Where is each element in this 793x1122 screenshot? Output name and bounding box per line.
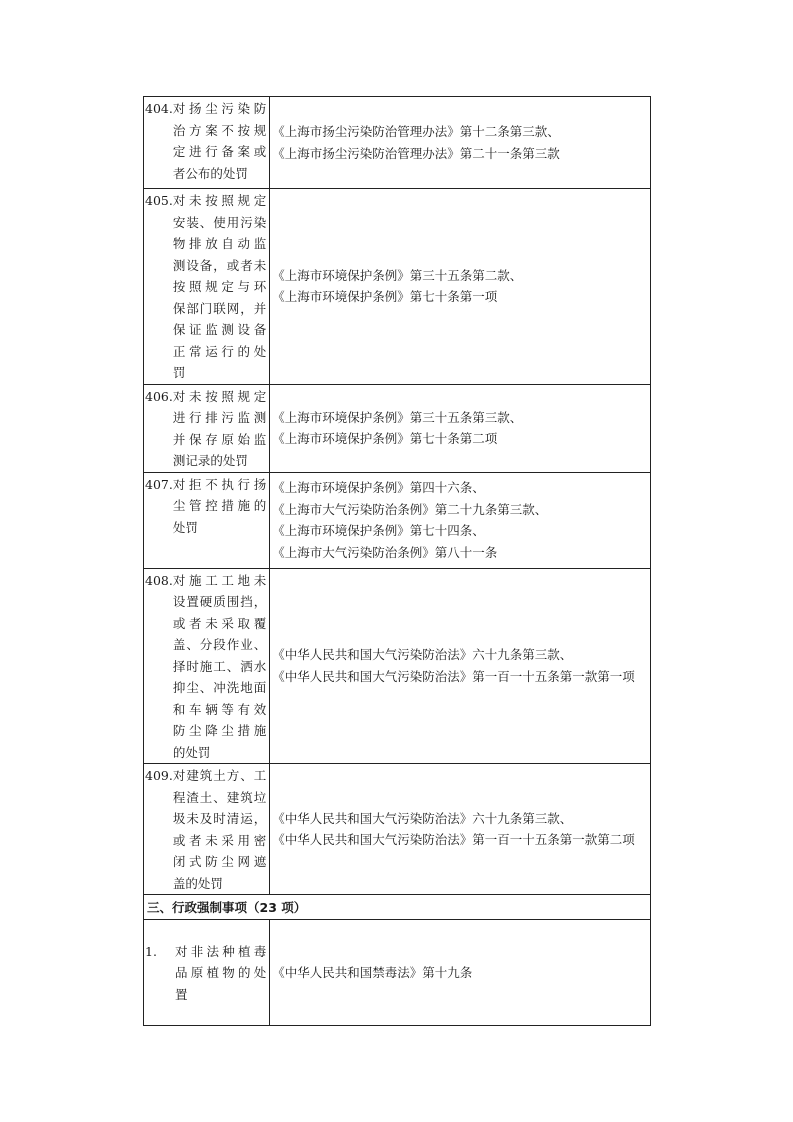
legal-basis-line: 《上海市环境保护条例》第三十五条第三款、: [272, 409, 523, 425]
item-name-line: 尘管控措施的: [172, 498, 267, 513]
item-name-line: 对扬尘污染防: [172, 101, 267, 116]
table-row: [144, 97, 651, 189]
table-row: [144, 472, 651, 568]
item-name-line: 并保存原始监: [172, 431, 267, 447]
legal-basis-line: 《上海市环境保护条例》第七十条第一项: [272, 289, 498, 305]
enforcement-table: [143, 96, 651, 1026]
item-name-line: 圾未及时清运，: [172, 811, 267, 826]
item-name-line: 盖、分段作业、: [172, 637, 267, 652]
item-name-line: 者公布的处罚: [172, 165, 248, 181]
table-body: [144, 97, 651, 1026]
item-name-line: 保部门联网，并: [172, 300, 267, 316]
legal-basis-line: 《上海市环境保护条例》第三十五条第二款、: [272, 267, 523, 283]
section-header-row: [144, 895, 651, 920]
item-name-cell: [144, 568, 270, 764]
legal-basis-line: 《中华人民共和国禁毒法》第十九条: [272, 964, 473, 980]
item-name-line: 闭式防尘网遮: [172, 854, 267, 869]
item-name-line: 或者未采用密: [172, 832, 267, 848]
item-name-line: 进行排污监测: [172, 410, 267, 425]
item-name-line: 测设备，或者未: [172, 257, 267, 273]
legal-basis-cell: [270, 472, 651, 568]
item-name-cell: [144, 384, 270, 472]
item-name-line: 置: [175, 986, 188, 1002]
item-name-line: 罚: [172, 365, 186, 380]
legal-basis-cell: [270, 920, 651, 1026]
item-name-line: 设置硬质围挡，: [172, 594, 267, 609]
legal-basis-cell: [270, 764, 651, 895]
legal-basis-line: 《上海市扬尘污染防治管理办法》第二十一条第三款: [272, 145, 560, 161]
table-row: [144, 568, 651, 764]
item-number: 404.: [145, 101, 173, 116]
item-name-cell: [144, 764, 270, 895]
table-row: [144, 189, 651, 385]
item-name-line: 安装、使用污染: [172, 214, 267, 230]
item-name-line: 和车辆等有效: [172, 701, 267, 717]
table-row: [144, 920, 651, 1026]
item-name-cell: [144, 920, 270, 1026]
item-name-line: 择时施工、洒水: [172, 658, 267, 674]
table-row: [144, 764, 651, 895]
item-name-line: 防尘降尘措施: [172, 723, 267, 738]
legal-basis-cell: [270, 189, 651, 385]
item-name-cell: [144, 472, 270, 568]
item-name-line: 对拒不执行扬: [172, 476, 267, 492]
item-number: 409.: [145, 768, 173, 783]
item-number: 1.: [145, 943, 157, 959]
legal-basis-line: 《上海市环境保护条例》第四十六条、: [272, 480, 485, 495]
item-name-line: 的处罚: [172, 744, 211, 760]
item-number: 405.: [145, 193, 173, 208]
item-name-line: 对建筑土方、工: [172, 768, 267, 783]
item-name-cell: [144, 97, 270, 189]
item-number: 406.: [145, 388, 173, 404]
legal-basis-line: 《上海市环境保护条例》第七十四条、: [272, 523, 485, 538]
legal-basis-line: 《中华人民共和国大气污染防治法》六十九条第三款、: [272, 647, 573, 663]
legal-basis-line: 《上海市扬尘污染防治管理办法》第十二条第三款、: [272, 124, 560, 139]
item-name-line: 定进行备案或: [172, 144, 267, 159]
item-name-line: 治方案不按规: [172, 122, 267, 138]
legal-basis-cell: [270, 384, 651, 472]
item-name-line: 或者未采取覆: [172, 615, 267, 631]
legal-basis-line: 《上海市大气污染防治条例》第八十一条: [272, 544, 498, 560]
item-name-line: 对非法种植毒: [175, 943, 267, 959]
item-name-line: 盖的处罚: [172, 875, 223, 891]
item-name-line: 处罚: [172, 519, 198, 535]
section-title: 三、行政强制事项（23 项）: [144, 895, 651, 920]
legal-basis-line: 《中华人民共和国大气污染防治法》第一百一十五条第一款第二项: [272, 832, 635, 847]
item-name-line: 程渣土、建筑垃: [172, 789, 267, 805]
item-name-line: 物排放自动监: [172, 236, 267, 251]
item-name-cell: [144, 189, 270, 385]
item-name-line: 品原植物的处: [175, 965, 267, 981]
item-name-line: 对施工工地未: [172, 572, 267, 588]
legal-basis-line: 《上海市大气污染防治条例》第二十九条第三款、: [272, 501, 548, 517]
legal-basis-line: 《中华人民共和国大气污染防治法》六十九条第三款、: [272, 810, 573, 826]
item-name-line: 按照规定与环: [172, 279, 267, 294]
item-number: 407.: [145, 476, 173, 492]
table-row: [144, 384, 651, 472]
item-name-line: 保证监测设备: [172, 322, 267, 337]
item-name-line: 正常运行的处: [172, 343, 267, 359]
item-name-line: 对未按照规定: [172, 388, 267, 404]
item-name-line: 对未按照规定: [172, 193, 267, 208]
item-number: 408.: [145, 572, 173, 588]
legal-basis-cell: [270, 97, 651, 189]
legal-basis-line: 《上海市环境保护条例》第七十条第二项: [272, 431, 498, 446]
item-name-line: 抑尘、冲洗地面: [172, 680, 267, 695]
item-name-line: 测记录的处罚: [172, 453, 248, 468]
legal-basis-cell: [270, 568, 651, 764]
legal-basis-line: 《中华人民共和国大气污染防治法》第一百一十五条第一款第一项: [272, 668, 635, 684]
